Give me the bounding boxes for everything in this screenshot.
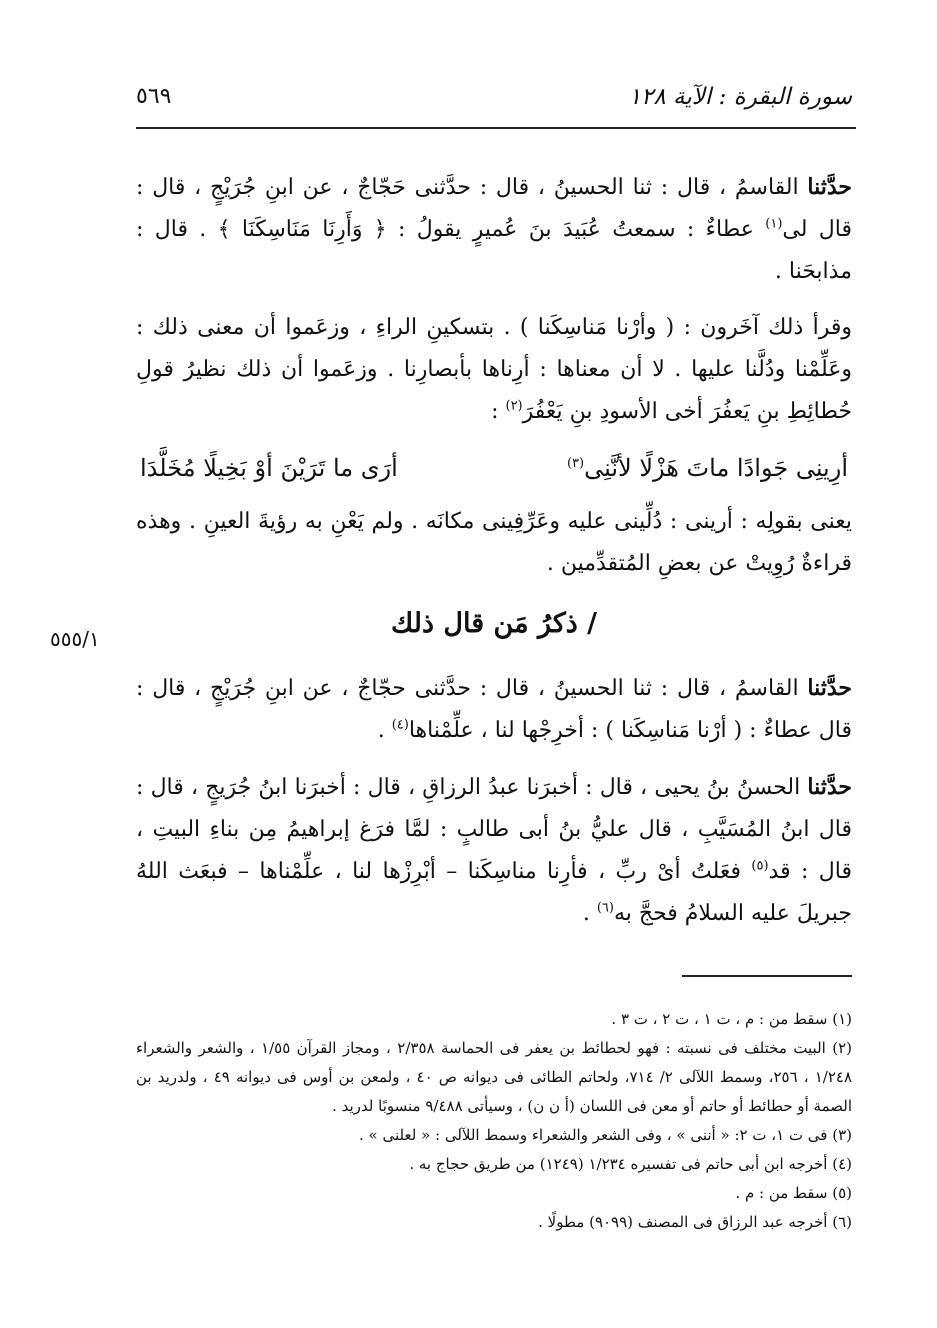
footnote-ref-4: (٤)	[391, 717, 409, 733]
paragraph-text: عطاءٌ : سمعتُ عُبَيدَ بنَ عُميرٍ يقولُ : ﴿ وَأَرِنَا مَنَاسِكَنَا ﴾ . قال : مذابحَنا .	[136, 217, 852, 284]
paragraph-text: فعَلتُ أىْ ربِّ ، فأرِنا مناسِكَنا – أبْرِزْها لنا ، علِّمْناها – فبعَث اللهُ جبريلَ عليه السلامُ فحجَّ به	[136, 859, 852, 926]
footnote-2: (٢) البيت مختلف فى نسبته : فهو لحطائط بن يعفر فى الحماسة ٢/٣٥٨ ، ومجاز القرآن ١/٥٥ ، والشعر والشعراء ١/٢٤٨ ، ٢٥٦، وسمط اللآلى ٢/ ٧١٤، ولحاتم الطائى فى ديوانه ص ٤٠ ، ولمعن بن أوس فى ديوانه ٤٩ ، ولدريد بن الصمة أو حطائط أو حاتم أو معن فى اللسان (أ ن ن) ، وسيأتى ٩/٤٨٨ منسوبًا لدريد .	[136, 1039, 853, 1115]
paragraph-text: وقرأ ذلك آخَرون : ( وأرْنا مَناسِكَنا ) . بتسكينِ الراءِ ، وزعَموا أن معنى ذلك : وعَلِّمْنا ودُلَّنا عليها . لا أن معناها : أرِناها بأبصارِنا . وزعَموا أن ذلك نظيرُ قولِ حُطائِطِ بنِ يَعفُرَ أخى الأسودِ بنِ يَعْفُرَ	[136, 315, 852, 424]
narration-lead: حدَّثنا	[807, 774, 852, 800]
poetry-verse	[136, 447, 852, 489]
footnotes	[136, 1005, 852, 1237]
footnote-ref-3: (٣)	[566, 456, 585, 471]
paragraph-text: القاسمُ ، قال : ثنا الحسينُ ، قال : حدَّثنى حَجّاجٌ ، عن ابنِ جُرَيْجٍ ، قال : قال لى	[136, 175, 852, 242]
verse-first-hemistich	[567, 447, 848, 489]
page-header	[136, 84, 852, 124]
verse-second-hemistich: أرَى ما تَرَيْنَ أوْ بَخِيلًا مُخَلَّدَا	[140, 454, 398, 482]
paragraph-text: القاسمُ ، قال : ثنا الحسينُ ، قال : حدَّثنى حجّاجٌ ، عن ابنِ جُرَيْجٍ ، قال : قال عطاءٌ : ( أرْنا مَناسِكَنا ) : أخرِجْها لنا ، علِّمْناها	[136, 676, 852, 743]
paragraph-5	[136, 766, 852, 935]
footnote-3: (٣) فى ت ١، ت ٢: « أننى » ، وفى الشعر والشعراء وسمط اللآلى : « لعلنى » .	[359, 1126, 852, 1144]
margin-page-reference: ٥٥٥/١	[50, 627, 100, 651]
paragraph-text: .	[582, 901, 597, 926]
footnote-ref-1: (١)	[765, 216, 783, 232]
running-title: سورة البقرة : الآية ١٢٨	[628, 84, 852, 110]
paragraph-4	[136, 667, 852, 752]
paragraph-3	[136, 501, 852, 585]
narration-lead: حدَّثنا	[807, 174, 852, 200]
footnote-6: (٦) أخرجه عبد الرزاق فى المصنف (٩٠٩٩) مطولًا .	[538, 1213, 852, 1231]
footnote-ref-5: (٥)	[751, 858, 769, 874]
header-rule	[136, 127, 856, 129]
paragraph-text: يعنى بقولِه : أرينى : دُلِّينى عليه وعَرِّفِينى مكانَه . ولم يَعْنِ به رؤيةَ العينِ . وهذه قراءةٌ رُوِيتْ عن بعضِ المُتقدِّمين .	[136, 509, 852, 576]
narration-lead: حدَّثنا	[807, 675, 852, 701]
paragraph-text: الحسنُ بنُ يحيى ، قال : أخبرَنا عبدُ الرزاقِ ، قال : أخبرَنا ابنُ جُرَيجٍ ، قال : قال ابنُ المُسَيَّبِ ، قال عليُّ بنُ أبى طالبٍ : لمَّا فرَغ إبراهيمُ مِن بناءِ البيتِ ، قال : قد	[136, 775, 852, 884]
footnote-ref-6: (٦)	[596, 900, 614, 916]
paragraph-1	[136, 166, 852, 293]
footnote-rule	[682, 975, 852, 977]
footnote-ref-2: (٢)	[505, 398, 523, 414]
main-text	[136, 166, 852, 949]
paragraph-2	[136, 307, 852, 433]
footnote-1: (١) سقط من : م ، ت ١ ، ت ٢ ، ت ٣ .	[611, 1010, 852, 1028]
paragraph-text: :	[491, 399, 506, 424]
footnote-5: (٥) سقط من : م .	[735, 1184, 852, 1202]
footnote-4: (٤) أخرجه ابن أبى حاتم فى تفسيره ١/٢٣٤ (١٢٤٩) من طريق حجاج به .	[409, 1155, 852, 1173]
paragraph-text: .	[377, 718, 392, 743]
verse-text: أرِينِى جَوادًا ماتَ هَزْلًا لأنَّنِى	[584, 454, 848, 482]
page-number: ٥٦٩	[136, 84, 172, 109]
section-heading: / ذكرُ مَن قال ذلك	[390, 608, 597, 639]
